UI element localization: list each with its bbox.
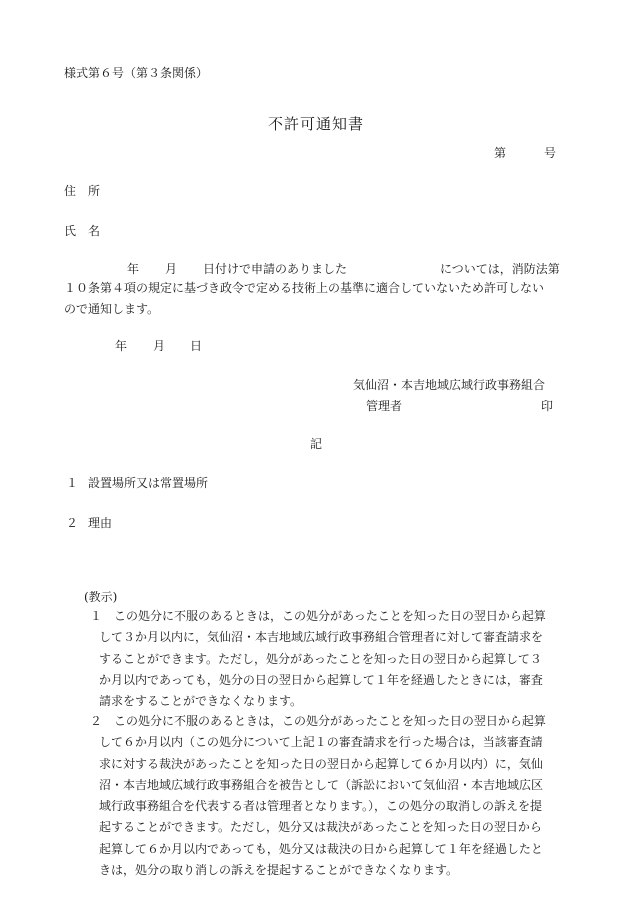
form-number: 様式第６号（第３条関係） <box>64 66 209 80</box>
body-paragraph <box>64 278 569 320</box>
instruction-line: １ この処分に不服のあるときは，この処分があったことを知った日の翌日から起算 <box>90 609 546 623</box>
body-line: ので通知します。 <box>64 302 160 316</box>
instruction-line: ２ この処分に不服のあるときは，この処分があったことを知った日の翌日から起算 <box>90 714 546 728</box>
instruction-line: 起算して６か月以内であっても，処分又は裁決の日から起算して１年を経過したと <box>99 841 543 856</box>
instruction-line: きは，処分の取り消しの訴えを提起することができなくなります。 <box>99 863 459 878</box>
notice-date-year: 年 <box>115 339 128 353</box>
application-tail-text: については，消防法第 <box>440 262 560 276</box>
notice-date-day: 日 <box>190 339 203 353</box>
seal-mark: 印 <box>541 399 554 413</box>
application-day-text: 日付けで申請のありました <box>203 262 348 276</box>
instruction-line: して３か月以内に，気仙沼・本吉地域広域行政事務組合管理者に対して審査請求を <box>99 630 544 645</box>
application-year: 年 <box>127 262 140 276</box>
instructions-heading: (教示) <box>84 590 118 604</box>
section-number: １ <box>66 476 79 490</box>
ki-heading: 記 <box>310 437 323 451</box>
instruction-item-2 <box>84 711 574 881</box>
issuer-organization: 気仙沼・本吉地域広域行政事務組合 <box>353 378 546 392</box>
instruction-line: 沼・本吉地域広域行政事務組合を被告として（訴訟において気仙沼・本吉地域広区 <box>99 777 544 792</box>
document-title: 不許可通知書 <box>268 115 365 133</box>
instruction-line: 請求をすることができなくなります。 <box>99 694 303 709</box>
instruction-line: 域行政事務組合を代表する者は管理者となります。），この処分の取消しの訴えを提 <box>99 799 543 814</box>
document-number-suffix: 号 <box>544 146 557 160</box>
section-number: ２ <box>66 516 79 530</box>
issuer-role: 管理者 <box>366 399 403 413</box>
instruction-line: 求に対する裁決があったことを知った日の翌日から起算して６か月以内）に，気仙 <box>99 756 543 771</box>
application-month: 月 <box>165 262 178 276</box>
instruction-line: することができます。ただし，処分があったことを知った日の翌日から起算して３ <box>99 651 542 666</box>
instruction-line: 起することができます。ただし，処分又は裁決があったことを知った日の翌日から <box>99 820 542 835</box>
instruction-line: か月以内であっても，処分の日の翌日から起算して１年を経過したときには，審査 <box>99 672 543 687</box>
body-line: １０条第４項の規定に基づき政令で定める技術上の基準に適合していないため許可しない <box>64 281 545 295</box>
address-label: 住 所 <box>64 184 101 198</box>
notice-date-month: 月 <box>153 339 166 353</box>
name-label: 氏 名 <box>64 224 101 238</box>
section-reason: 理由 <box>88 516 113 530</box>
document-number-prefix: 第 <box>494 146 507 160</box>
instruction-item-1 <box>84 606 574 712</box>
instruction-line: して６か月以内（この処分について上記１の審査請求を行った場合は，当該審査請 <box>99 735 543 750</box>
section-installation-location: 設置場所又は常置場所 <box>88 476 209 490</box>
